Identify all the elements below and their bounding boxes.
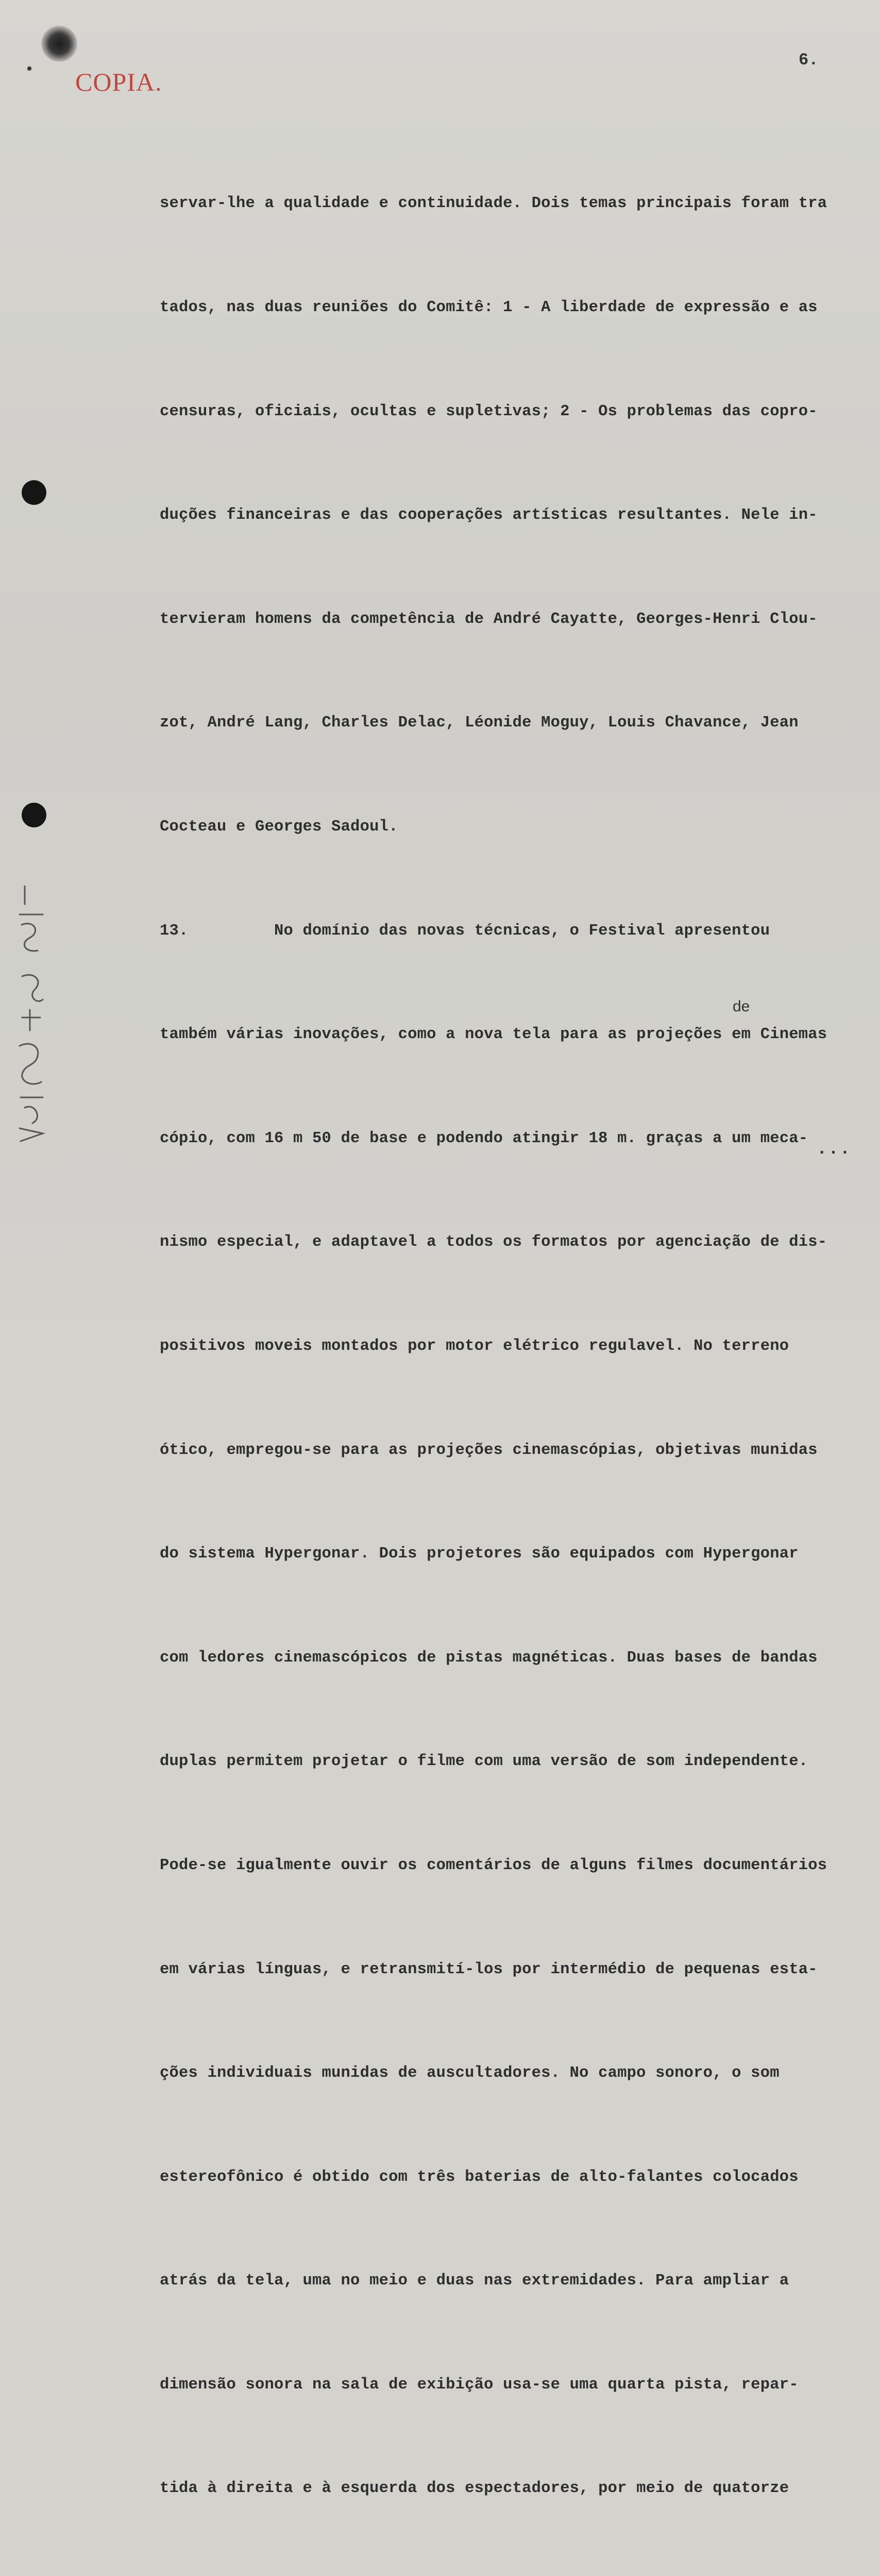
text-line: tados, nas duas reuniões do Comitê: 1 - A liberdade de expressão e as — [160, 299, 818, 316]
handwritten-margin-annotation — [14, 876, 50, 1144]
text-line: estereofônico é obtido com três baterias de alto-falantes colocados — [160, 2168, 799, 2186]
copia-stamp: COPIA. — [75, 67, 162, 96]
text-line: nismo especial, e adaptavel a todos os formatos por agenciação de dis- — [160, 1233, 827, 1251]
text-line: do sistema Hypergonar. Dois projetores são equipados com Hypergonar — [160, 1545, 799, 1563]
ink-dot — [27, 66, 32, 71]
text-line: tida à direita e à esquerda dos espectadores, por meio de quatorze — [160, 2480, 789, 2498]
text-line: ções individuais munidas de auscultadores. No campo sonoro, o som — [160, 2064, 780, 2082]
handwritten-insertion: de — [733, 998, 750, 1015]
text-line: ótico, empregou-se para as projeções cinemascópias, objetivas munidas — [160, 1441, 818, 1459]
text-line: zot, André Lang, Charles Delac, Léonide Moguy, Louis Chavance, Jean — [160, 714, 799, 732]
punch-hole — [22, 480, 46, 505]
text-line: Cocteau e Georges Sadoul. — [160, 818, 398, 836]
text-line — [160, 2575, 880, 2576]
text-line: servar-lhe a qualidade e continuidade. Dois temas principais foram tra — [160, 195, 827, 213]
punch-hole — [22, 803, 46, 827]
text-line: tervieram homens da competência de André Cayatte, Georges-Henri Clou- — [160, 610, 818, 628]
text-line: 13. No domínio das novas técnicas, o Festival apresentou — [160, 922, 770, 940]
text-line: em várias línguas, e retransmití-los por intermédio de pequenas esta- — [160, 1960, 818, 1978]
page-number: 6. — [799, 50, 819, 70]
text-line: censuras, oficiais, ocultas e supletivas; 2 - Os problemas das copro- — [160, 402, 818, 420]
text-line: dimensão sonora na sala de exibição usa-se uma quarta pista, repar- — [160, 2376, 799, 2394]
text-line: cópio, com 16 m 50 de base e podendo atingir 18 m. graças a um meca- — [160, 1129, 808, 1147]
text-line: atrás da tela, uma no meio e duas nas extremidades. Para ampliar a — [160, 2272, 789, 2290]
text-line: duções financeiras e das cooperações artísticas resultantes. Nele in- — [160, 506, 818, 524]
continuation-mark: ... — [817, 1140, 852, 1159]
text-line: com ledores cinemascópicos de pistas magnéticas. Duas bases de bandas — [160, 1649, 818, 1667]
text-line: também várias inovações, como a nova tela para as projeções em Cinemas — [160, 1026, 827, 1044]
text-line: positivos moveis montados por motor elétrico regulavel. No terreno — [160, 1337, 789, 1355]
ink-spot — [41, 26, 77, 62]
typed-text-body — [160, 117, 880, 2576]
text-line: duplas permitem projetar o filme com uma versão de som independente. — [160, 1753, 808, 1771]
text-line: Pode-se igualmente ouvir os comentários de alguns filmes documentários — [160, 1856, 827, 1874]
